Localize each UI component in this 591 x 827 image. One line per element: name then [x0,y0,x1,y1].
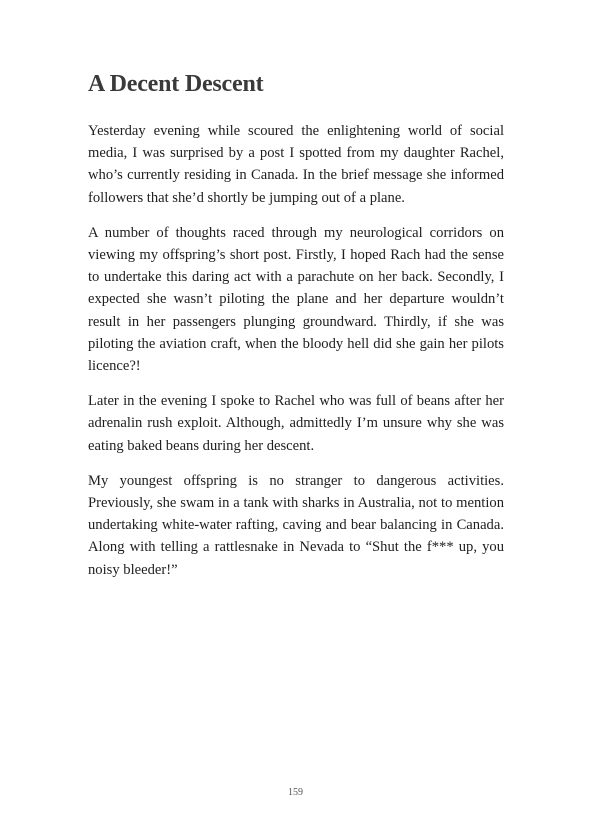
chapter-title: A Decent Descent [88,71,264,97]
paragraph-2: A number of thoughts raced through my neurological corridors on viewing my offspring’s short post. Firstly, I hoped Rach had the sense to undertake this daring act with a parachute on her back. Secondly, I expected she wasn’t piloting the plane and her departure wouldn’t result in her passengers plunging groundward. Thirdly, if she was piloting the aviation craft, when the bloody hell did she gain her pilots licence?! [88,224,504,375]
page-number: 159 [288,787,303,798]
paragraph-4: My youngest offspring is no stranger to dangerous activities. Previously, she swam in a tank with sharks in Australia, not to mention undertaking white-water rafting, caving and bear balancing in Canada. Along with telling a rattlesnake in Nevada to “Shut the f*** up, you noisy bleeder!” [88,472,504,578]
paragraph-1: Yesterday evening while scoured the enlightening world of social media, I was surprised by a post I spotted from my daughter Rachel, who’s currently residing in Canada. In the brief message she informed followers that she’d shortly be jumping out of a plane. [88,123,504,206]
paragraph-3: Later in the evening I spoke to Rachel who was full of beans after her adrenalin rush exploit. Although, admittedly I’m unsure why she was eating baked beans during her descent. [88,393,504,454]
body-text [88,120,504,594]
